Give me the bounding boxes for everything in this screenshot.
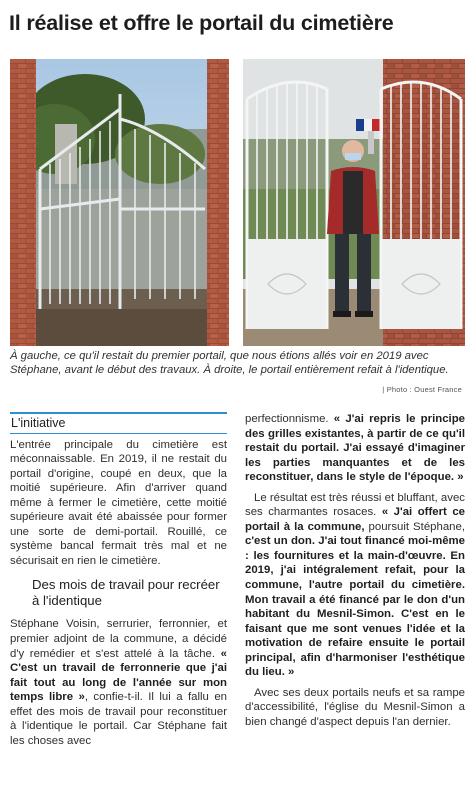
- quote-span: « J'ai repris le principe des grilles existantes, à partir de ce qu'il restait du portail. J'ai essayé d'imaginer les parties manquantes et de les reconstituer, dans le style de l'époque. »: [245, 413, 465, 484]
- text-span: Le résultat est très réussi et bluffant, avec ses charmantes rosaces.: [245, 491, 465, 519]
- paragraph-perfection: [245, 412, 465, 485]
- text-span: perfectionnisme.: [245, 413, 334, 425]
- photo-caption: À gauche, ce qu'il restait du premier portail, que nous étions allés voir en 2019 avec Stéphane, avant le début des travaux. À droite, le portail entièrement refait à l'identique.: [10, 350, 449, 377]
- quote-span: c'est un don. J'ai tout financé moi-même : les fournitures et la main-d'œuvre. En 2019, j'ai intégralement refait, pour la commune, l'autre portail du cimetière. Mon travail a été financé par le don d'un habitant du Mesnil-Simon. C'est en le faisant que me sont venues l'idée et la motivation de refaire ensuite le portail principal, afin d'harmoniser l'esthétique du lieu. »: [245, 535, 465, 679]
- text-span: poursuit Stéphane,: [364, 520, 465, 533]
- quote-span: « C'est un travail de ferronnerie que j'ai fait tout au long de l'année sur mon temps libre »: [10, 647, 227, 704]
- photo-new-gate: [243, 59, 465, 346]
- paragraph-voisin: [10, 617, 227, 748]
- article-headline: Il réalise et offre le portail du cimetière: [9, 11, 394, 35]
- section-label: L'initiative: [10, 412, 227, 434]
- photo-old-gate: [10, 59, 229, 346]
- quote-span: « J'ai offert ce portail à la commune,: [245, 506, 465, 533]
- article-column-right: [245, 412, 465, 729]
- paragraph-result: [245, 491, 465, 680]
- article-column-left: [10, 412, 227, 748]
- subheading: Des mois de travail pour recréer à l'identique: [32, 577, 220, 609]
- paragraph-intro: L'entrée principale du cimetière est méconnaissable. En 2019, il ne restait du portail d'origine, coupé en deux, que la moitié supérieure. Afin d'arriver quand même à fermer le cimetière, cette moitié supérieure avait été abaissée pour former une sorte de demi-portail. Rouillé, ce système bancal fermait très mal et ne sécurisait en rien le cimetière.: [10, 438, 227, 567]
- text-span: Stéphane Voisin, serrurier, ferronnier, et premier adjoint de la commune, a décidé d'y remédier et s'est attelé à la tâche.: [10, 618, 227, 660]
- paragraph-conclusion: Avec ses deux portails neufs et sa rampe d'accessibilité, l'église du Mesnil-Simon a bien changé d'aspect depuis l'an dernier.: [245, 686, 465, 728]
- text-span: , confie-t-il. Il lui a fallu en effet des mois de travail pour reconstituer à l'identique le portail. Car Stéphane fait les choses avec: [10, 691, 227, 747]
- photo-credit: | Photo : Ouest France: [382, 385, 462, 394]
